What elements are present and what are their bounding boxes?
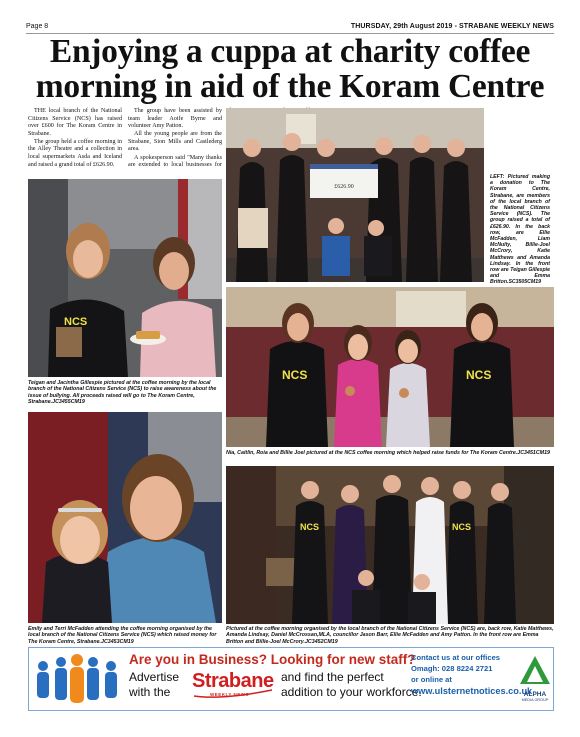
logo-subtitle: MEDIA GROUP: [521, 698, 549, 702]
page-number: Page 8: [26, 23, 49, 30]
cheque-amount: £626.90: [334, 184, 354, 190]
advert-line-find: and find the perfect: [281, 670, 384, 684]
caption-photo3: Nia, Caitlin, Roia and Billie Joel pictured at the NCS coffee morning which helped raise funds for The Koram Centre.JC3451CM19: [226, 450, 550, 456]
photo-teigan-jacintha: [28, 179, 222, 377]
article-paragraph: All the young people are from the Strabane, Sion Mills and Castlederg area.: [128, 131, 222, 153]
advert-contact: [411, 653, 533, 696]
contact-online: or online at: [411, 675, 452, 684]
contact-phone[interactable]: Omagh: 028 8224 2721: [411, 664, 493, 673]
brand-subtitle: WEEKLY NEWS: [210, 692, 250, 697]
ncs-logo-text: NCS: [300, 522, 320, 532]
contact-url[interactable]: www.ulsternetnotices.co.uk: [411, 686, 533, 696]
logo-name: ALPHA: [523, 691, 547, 698]
caption-photo4: Emily and Terri McFadden attending the coffee morning organised by the local branch of the National Citizens Service (NCS) which raised money for The Koram Centre, Strabane.JC3453CM19: [28, 626, 217, 645]
people-icon: [31, 650, 121, 708]
recruitment-advert[interactable]: [28, 647, 554, 711]
photo-group: [226, 466, 554, 624]
article-body: [28, 108, 222, 174]
headline: Enjoying a cuppa at charity coffee morning in aid of the Koram Centre: [35, 33, 545, 105]
ncs-logo-text: NCS: [64, 316, 88, 328]
advert-line-with: with the: [129, 685, 171, 699]
photo-cheque-presentation: [226, 108, 484, 282]
caption-photo1: Teigan and Jacintha Gillespie pictured at the coffee morning by the local branch of the National Citizens Service (NCS) to raise awareness about the issue of bullying. All proceeds raised will go to The Koram Centre, Strabane.JC3455CM19: [28, 380, 217, 405]
article-paragraph: THE local branch of the National Citizens Service (NCS) has raised over £600 for The Koram Centre in Strabane.: [28, 108, 122, 137]
article-paragraph: The group held a coffee morning in the Alley Theatre and a collection in local supermarkets Asda and Iceland and raised a grand total of £626.90.: [28, 138, 122, 168]
photo-emily-terri: [28, 412, 222, 623]
contact-title: Contact us at our offices: [411, 653, 501, 662]
caption-photo2: LEFT: Pictured making a donation to The Koram Centre, Strabane, are members of the local branch of the National Citizens Service (NCS). The group raised a total of £626.90. In the back row, are Ellie McFadden, Liam McNulty, Billie-Joel McCrory, Katie Matthews and Amanda Lindsay. In the front row are Teigan Gillespie and Emma Britton.SC3505CM19: [490, 174, 550, 286]
advert-line-addition: addition to your workforce.: [281, 685, 422, 699]
ncs-logo-text: NCS: [452, 522, 472, 532]
article-paragraph: A spokesperson said "Many thanks are extended to local businesses for: [128, 154, 222, 169]
brand-name: Strabane: [192, 670, 274, 692]
caption-photo5: Pictured at the coffee morning organised by the local branch of the National Citizens Service (NCS) are, back row, Katie Matthews, Amanda Lindsay, Daniel McCrossan,MLA, councillor Jason Barr, Ellie McFadden and Amy Patton. In the front row are Emma Britton and Billie-Joel McCrory.JC3452CM19: [226, 626, 554, 645]
strabane-weekly-news-logo: [192, 670, 276, 702]
advert-question: Are you in Business? Looking for new staff?: [129, 652, 416, 667]
ncs-logo-text: NCS: [466, 368, 492, 382]
ncs-logo-text: NCS: [282, 368, 308, 382]
advert-line-advertise: Advertise: [129, 670, 180, 684]
photo-nia-caitlin-roia-billie: [226, 287, 554, 447]
dateline: THURSDAY, 29th August 2019 - STRABANE WEEKLY NEWS: [350, 23, 554, 30]
alpha-media-logo: [517, 654, 553, 706]
alpha-triangle-icon: [518, 654, 552, 686]
article-paragraph: The group have been assisted by team leader Aoife Byrne and volunteer Amy Patton.: [128, 108, 222, 130]
